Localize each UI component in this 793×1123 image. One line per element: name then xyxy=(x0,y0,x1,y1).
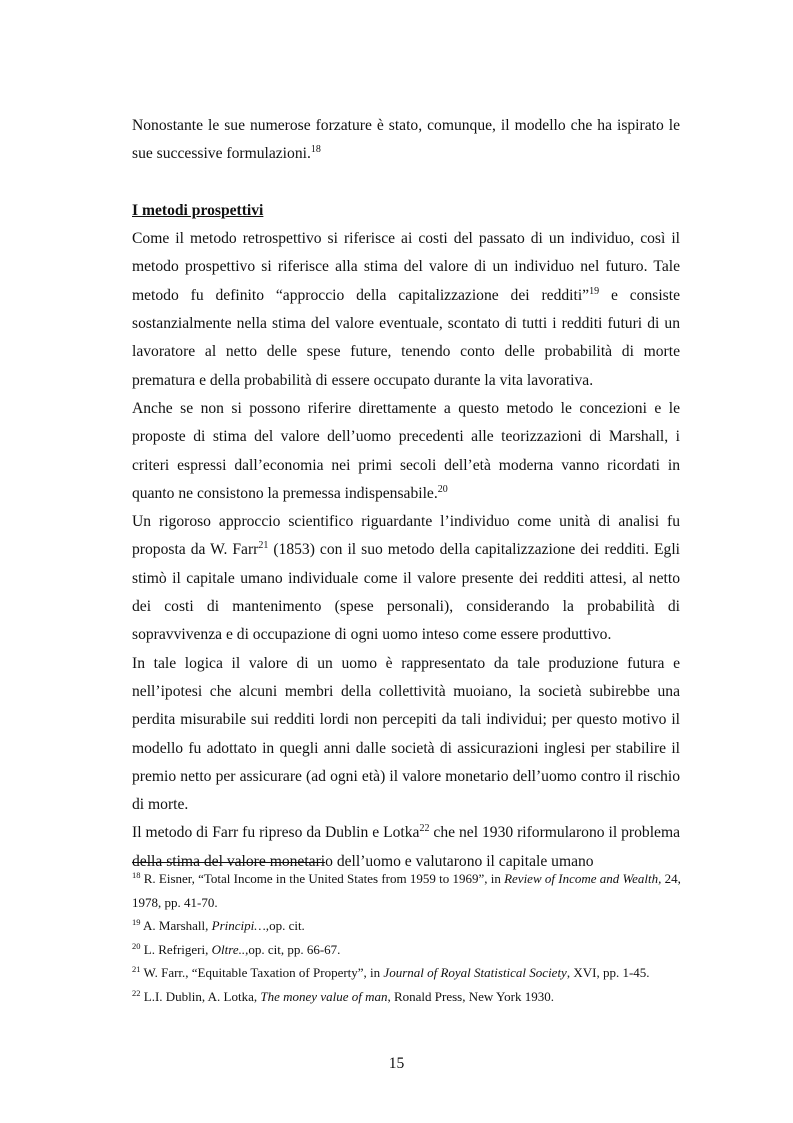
footnote-ref[interactable]: 20 xyxy=(437,483,448,495)
footnote-18: $^{18}$ R. Eisner, “Total Income in the United States from 1959 to 1969”, in Review of Income and Wealth, 24, 1978, pp. 41-70. xyxy=(132,870,681,910)
footnote-21: $^{21}$ W. Farr., “Equitable Taxation of Property”, in Journal of Royal Statistical Society, XVI, pp. 1-45. xyxy=(132,964,650,980)
footnotes xyxy=(132,867,692,1008)
footnote-ref[interactable]: 22 xyxy=(419,823,430,835)
footnote-20: $^{20}$ L. Refrigeri, Oltre..,op. cit, pp. 66-67. xyxy=(132,940,341,957)
main-text xyxy=(132,112,680,876)
footnote-ref[interactable]: 19 xyxy=(589,285,600,297)
paragraph-2: Anche se non si possono riferire direttamente a questo metodo le concezioni e le proposte di stima del valore dell’uomo precedenti alle teorizzazioni di Marshall, i criteri espressi dall’economia nei primi secoli dell’età moderna vanno ricordati in quanto ne consistono la premessa indispensabile.$^{20}$ xyxy=(132,399,680,502)
footnote-ref[interactable]: 18 xyxy=(310,144,321,156)
paragraph-4: In tale logica il valore di un uomo è rappresentato da tale produzione futura e nell’ipotesi che alcuni membri della collettività muoiano, la società subirebbe una perdita misurabile sui redditi lordi non percepiti da tali individui; per questo motivo il modello fu adottato in quegli anni dalle società di assicurazioni inglesi per stabilire il premio netto per assicurare (ad ogni età) il valore monetario dell’uomo contro il rischio di morte. xyxy=(132,654,680,814)
paragraph-5: Il metodo di Farr fu ripreso da Dublin e Lotka$^{22}$ che nel 1930 riformularono il problema della stima del valore monetario dell’uomo e valutarono il capitale umano xyxy=(132,823,680,870)
intro-text: Nonostante le sue numerose forzature è stato, comunque, il modello che ha ispirato le sue successive formulazioni. xyxy=(132,117,680,163)
footnote-separator xyxy=(132,862,325,863)
page-number: 15 xyxy=(388,1055,405,1072)
paragraph-3: Un rigoroso approccio scientifico riguardante l’individuo come unità di analisi fu proposta da W. Farr$^{21}$ (1853) con il suo metodo della capitalizzazione dei redditi. Egli stimò il capitale umano individuale come il valore presente dei redditi attesi, al netto dei costi di mantenimento (spese personali), considerando la probabilità di sopravvivenza e di occupazione di ogni uomo inteso come essere produttivo. xyxy=(132,513,681,644)
paragraph-1: Come il metodo retrospettivo si riferisce ai costi del passato di un individuo, così il metodo prospettivo si riferisce alla stima del valore di un individuo nel futuro. Tale metodo fu definito “approccio della capitalizzazione dei redditi”$^{19}$ e consiste sostanzialmente nella stima del valore eventuale, scontato di tutti i redditi futuri di un lavoratore al netto delle spese future, tenendo conto delle probabilità di morte prematura e della probabilità di essere occupato durante la vita lavorativa. xyxy=(132,230,680,389)
footnote-22: $^{22}$ L.I. Dublin, A. Lotka, The money value of man, Ronald Press, New York 1930. xyxy=(132,987,554,1004)
section-heading: I metodi prospettivi xyxy=(132,201,264,219)
intro-paragraph xyxy=(132,112,680,169)
footnote-19: $^{19}$ A. Marshall, Principi…,op. cit. xyxy=(132,917,305,933)
footnote-ref[interactable]: 21 xyxy=(258,540,269,552)
